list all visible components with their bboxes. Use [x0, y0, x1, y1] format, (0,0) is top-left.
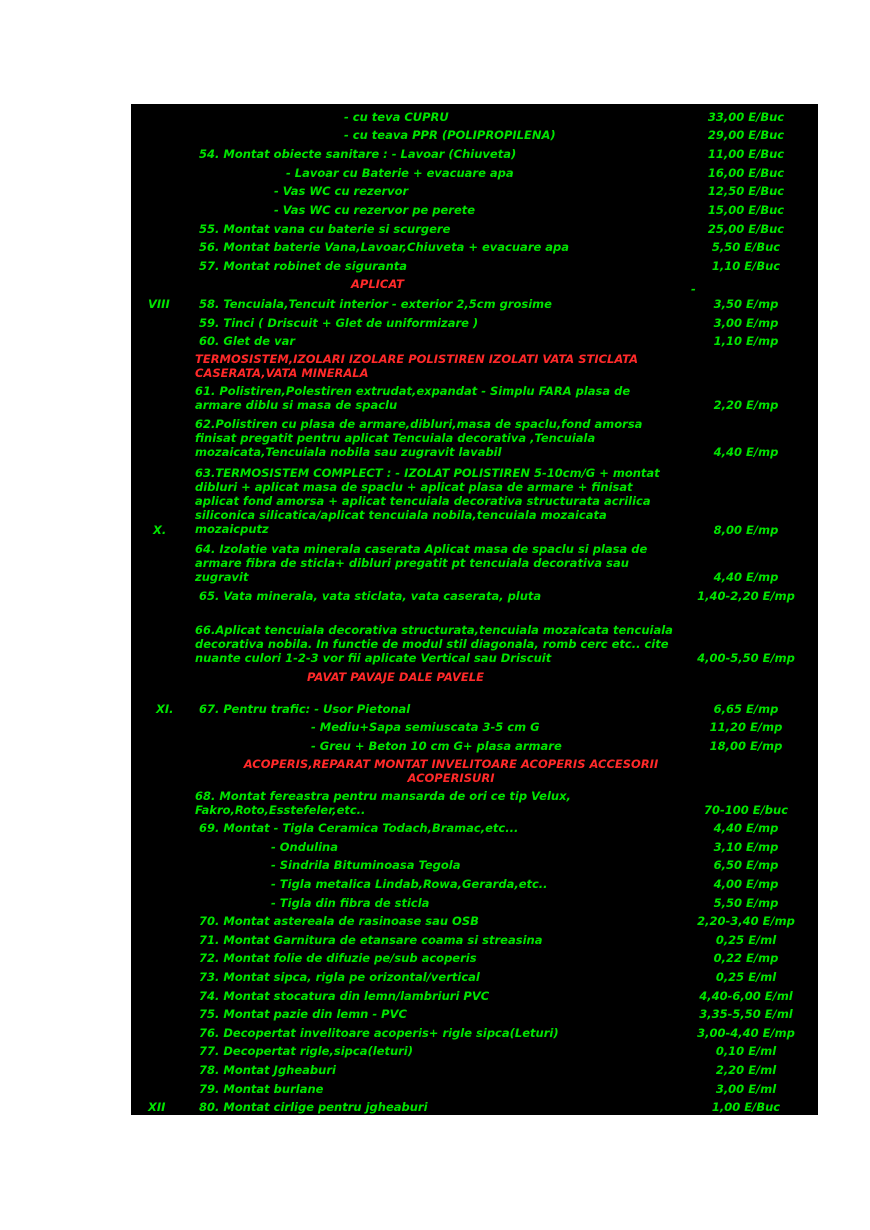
- item-price: 6,50 E/mp: [713, 858, 779, 872]
- item-desc: 56. Montat baterie Vana,Lavoar,Chiuveta + evacuare apa: [199, 240, 570, 254]
- item-price: 3,00 E/mp: [713, 316, 779, 330]
- item-price: -: [691, 282, 696, 296]
- item-desc: 76. Decopertat invelitoare acoperis+ rigle sipca(Leturi): [199, 1026, 559, 1040]
- item-price: 16,00 E/Buc: [707, 166, 785, 180]
- item-desc: 75. Montat pazie din lemn - PVC: [199, 1007, 407, 1021]
- item-price: 12,50 E/Buc: [707, 184, 785, 198]
- item-price: 3,10 E/mp: [713, 840, 779, 854]
- item-price: 3,50 E/mp: [713, 297, 779, 311]
- item-desc: 77. Decopertat rigle,sipca(leturi): [199, 1044, 414, 1058]
- section-heading-termosistem: TERMOSISTEM,IZOLARI IZOLARE POLISTIREN IZOLATI VATA STICLATA CASERATA,VATA MINERALA: [195, 352, 639, 380]
- section-heading-aplicat: APLICAT: [351, 277, 405, 291]
- item-desc: 69. Montat - Tigla Ceramica Todach,Bramac,etc...: [199, 821, 519, 835]
- item-price: 11,20 E/mp: [709, 720, 783, 734]
- item-desc: 58. Tencuiala,Tencuit interior - exterior 2,5cm grosime: [199, 297, 552, 311]
- item-price: 0,22 E/mp: [713, 951, 779, 965]
- item-desc: 78. Montat Jgheaburi: [199, 1063, 336, 1077]
- item-price: 33,00 E/Buc: [707, 110, 785, 124]
- section-number: VIII: [148, 297, 170, 311]
- section-number: X.: [153, 523, 167, 537]
- item-desc: 68. Montat fereastra pentru mansarda de ori ce tip Velux, Fakro,Roto,Esstefeler,etc..: [195, 789, 571, 817]
- price-list-sheet: [131, 104, 818, 1115]
- item-price: 5,50 E/Buc: [711, 240, 781, 254]
- item-price: 6,65 E/mp: [713, 702, 779, 716]
- item-price: 2,20 E/mp: [713, 398, 779, 412]
- item-price: 3,35-5,50 E/ml: [699, 1007, 793, 1021]
- item-desc: 79. Montat burlane: [199, 1082, 324, 1096]
- item-desc: - Vas WC cu rezervor: [274, 184, 409, 198]
- item-desc: 57. Montat robinet de siguranta: [199, 259, 408, 273]
- item-desc: 70. Montat astereala de rasinoase sau OSB: [199, 914, 479, 928]
- item-price: 18,00 E/mp: [709, 739, 783, 753]
- item-desc: 65. Vata minerala, vata sticlata, vata caserata, pluta: [199, 589, 542, 603]
- item-desc: 62.Polistiren cu plasa de armare,dibluri,masa de spaclu,fond amorsa finisat pregatit pentru aplicat Tencuiala decorativa ,Tencuiala mozaicata,Tencuiala nobila sau zugravit lavabil: [195, 417, 643, 459]
- item-desc: 74. Montat stocatura din lemn/lambriuri PVC: [199, 989, 490, 1003]
- item-price: 5,50 E/mp: [713, 896, 779, 910]
- item-price: 29,00 E/Buc: [707, 128, 785, 142]
- item-price: 0,25 E/ml: [715, 933, 777, 947]
- item-price: 4,40 E/mp: [713, 445, 779, 459]
- item-price: 1,00 E/Buc: [711, 1100, 781, 1114]
- item-desc: 61. Polistiren,Polestiren extrudat,expandat - Simplu FARA plasa de armare diblu si masa de spaclu: [195, 384, 631, 412]
- item-price: 4,40-6,00 E/ml: [699, 989, 793, 1003]
- item-price: 0,25 E/ml: [715, 970, 777, 984]
- item-desc: 72. Montat folie de difuzie pe/sub acoperis: [199, 951, 477, 965]
- item-desc: 71. Montat Garnitura de etansare coama si streasina: [199, 933, 543, 947]
- item-price: 2,20-3,40 E/mp: [697, 914, 795, 928]
- item-desc: - cu teava PPR (POLIPROPILENA): [344, 128, 556, 142]
- item-desc: - cu teva CUPRU: [344, 110, 449, 124]
- item-price: 3,00 E/ml: [715, 1082, 777, 1096]
- section-heading-pavaje: PAVAT PAVAJE DALE PAVELE: [307, 670, 484, 684]
- item-desc: - Mediu+Sapa semiuscata 3-5 cm G: [311, 720, 540, 734]
- item-desc: - Lavoar cu Baterie + evacuare apa: [286, 166, 514, 180]
- item-desc: - Greu + Beton 10 cm G+ plasa armare: [311, 739, 562, 753]
- section-number: XI.: [156, 702, 174, 716]
- item-desc: 59. Tinci ( Driscuit + Glet de uniformizare ): [199, 316, 479, 330]
- item-price: 3,00-4,40 E/mp: [697, 1026, 795, 1040]
- item-desc: 55. Montat vana cu baterie si scurgere: [199, 222, 451, 236]
- item-price: 15,00 E/Buc: [707, 203, 785, 217]
- item-price: 1,10 E/mp: [713, 334, 779, 348]
- item-desc: 80. Montat cirlige pentru jgheaburi: [199, 1100, 428, 1114]
- item-price: 0,10 E/ml: [715, 1044, 777, 1058]
- item-desc: - Vas WC cu rezervor pe perete: [274, 203, 476, 217]
- item-price: 4,00 E/mp: [713, 877, 779, 891]
- item-desc: 54. Montat obiecte sanitare : - Lavoar (Chiuveta): [199, 147, 517, 161]
- item-price: 4,40 E/mp: [713, 821, 779, 835]
- item-price: 4,40 E/mp: [713, 570, 779, 584]
- item-price: 4,00-5,50 E/mp: [697, 651, 795, 665]
- item-desc: 66.Aplicat tencuiala decorativa structurata,tencuiala mozaicata tencuiala decorativa nobila. In functie de modul stil diagonala, romb cerc etc.. cite nuante culori 1-2-3 vor fii aplicate Vertical sau Driscuit: [195, 623, 673, 665]
- item-price: 25,00 E/Buc: [707, 222, 785, 236]
- item-desc: 60. Glet de var: [199, 334, 296, 348]
- item-desc: - Tigla metalica Lindab,Rowa,Gerarda,etc..: [271, 877, 548, 891]
- item-desc: 64. Izolatie vata minerala caserata Aplicat masa de spaclu si plasa de armare fibra de sticla+ dibluri pregatit pt tencuiala decorativa sau zugravit: [195, 542, 648, 584]
- section-number: XII: [148, 1100, 166, 1114]
- item-price: 11,00 E/Buc: [707, 147, 785, 161]
- item-price: 1,40-2,20 E/mp: [697, 589, 795, 603]
- item-price: 2,20 E/ml: [715, 1063, 777, 1077]
- item-price: 70-100 E/buc: [703, 803, 789, 817]
- item-desc: 73. Montat sipca, rigla pe orizontal/vertical: [199, 970, 480, 984]
- item-price: 8,00 E/mp: [713, 523, 779, 537]
- item-desc: - Sindrila Bituminoasa Tegola: [271, 858, 461, 872]
- section-heading-acoperis: ACOPERIS,REPARAT MONTAT INVELITOARE ACOPERIS ACCESORII ACOPERISURI: [243, 757, 659, 785]
- item-price: 1,10 E/Buc: [711, 259, 781, 273]
- item-desc: - Ondulina: [271, 840, 338, 854]
- item-desc: 63.TERMOSISTEM COMPLECT : - IZOLAT POLISTIREN 5-10cm/G + montat dibluri + aplicat masa de spaclu + aplicat plasa de armare + finisat aplicat fond amorsa + aplicat tencuiala decorativa structurata acrilica siliconica silicatica/aplicat tencuiala nobila,tencuiala mozaicata mozaicputz: [195, 466, 660, 536]
- item-desc: - Tigla din fibra de sticla: [271, 896, 430, 910]
- item-desc: 67. Pentru trafic: - Usor Pietonal: [199, 702, 411, 716]
